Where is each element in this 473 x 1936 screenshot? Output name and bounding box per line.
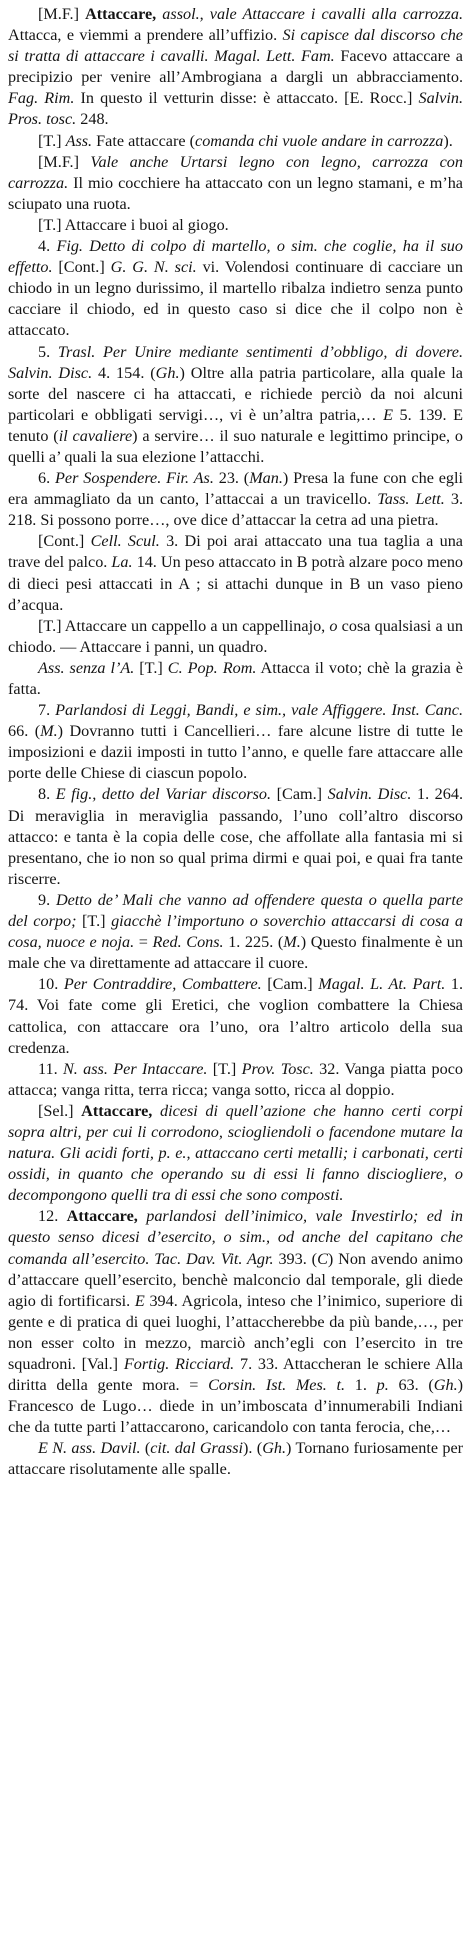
entry-text-run: ) Presa la fune con che egli era ammagliato da un canto, l’attaccai a un travicello. bbox=[8, 469, 464, 509]
entry-text-run: ) a servire… il suo naturale e legittimo principe, o quelli a’ quali la sua elezione l’attacchi. bbox=[8, 426, 463, 466]
entry-text-run: Attacca, e viemmi a prendere all’uffizio. bbox=[8, 26, 283, 45]
entry-text-run: M. bbox=[40, 722, 58, 741]
entry-sel bbox=[8, 1101, 463, 1206]
entry-text-run: 12. bbox=[38, 1207, 67, 1226]
entry-text-run: ) Oltre alla patria particolare, alla quale la sorte del nascere ci ha attaccati, e richiede perciò da noi alcuni particolari e obbligati servigi…, vi è un’altra patria,… bbox=[8, 363, 463, 424]
entry-text-run: ) Tornano furiosamente per attaccare risolutamente alle spalle. bbox=[8, 1439, 464, 1479]
entry-s7 bbox=[8, 700, 463, 784]
entry-text-run: 3. Di poi arai attaccato una tua taglia a una trave del palco. bbox=[8, 532, 463, 572]
entry-text-run: Facevo attaccare a precipizio per venire all’Ambrogiana a dargli un abbracciamento. bbox=[8, 47, 463, 87]
entry-text-run: parlandosi dell’inimico, vale Investirlo; ed in questo senso dicesi d’esercito, o sim., od anche del capitano che comanda all’esercito. Tac. Dav. Vit. Agr. bbox=[8, 1207, 464, 1268]
entry-text-run: Cell. Scul. bbox=[90, 532, 160, 551]
entry-text-run: C. Pop. Rom. bbox=[167, 658, 257, 677]
entry-t-1 bbox=[8, 131, 463, 152]
entry-text-run: 5. 139. E tenuto ( bbox=[8, 405, 463, 445]
entry-text-run: M. bbox=[283, 933, 301, 952]
entry-text-run: Prov. Tosc. bbox=[241, 1059, 314, 1078]
entry-text-run: ). ( bbox=[243, 1439, 263, 1458]
entry-text-run: [T.] bbox=[134, 658, 168, 677]
entry-text-run: ) Francesco de Lugo… diede in un’imboscata d’innumerabili Indiani che da tutte parti l’attaccarono, caricandolo con tanta ferocia, che,… bbox=[8, 1376, 464, 1437]
entry-text-run: Ass. bbox=[65, 131, 93, 150]
entry-text-run: La. bbox=[111, 553, 133, 572]
entry-text-run: [T.] bbox=[207, 1059, 242, 1078]
entry-text-run: assol., vale Attaccare i cavalli alla carrozza. bbox=[162, 5, 463, 23]
entry-text-run: 3. 218. Si possono porre…, ove dice d’attaccar la cetra ad una pietra. bbox=[8, 490, 463, 530]
entry-text-run: [T.] Attaccare un cappello a un cappellinajo, bbox=[38, 616, 330, 635]
entry-text-run: 7. bbox=[38, 701, 56, 720]
entry-text-run: Detto de’ Mali che vanno ad offendere questa o quella parte del corpo; bbox=[8, 890, 463, 931]
entry-text-run: 6. bbox=[38, 469, 55, 488]
entry-text-run: comanda chi vuole andare in carrozza bbox=[195, 131, 444, 150]
entry-text-run: 11. bbox=[38, 1059, 63, 1078]
entry-text-run: Fate attaccare ( bbox=[92, 131, 196, 150]
entry-text-run: Attaccare, bbox=[66, 1207, 147, 1226]
entry-text-run: vi. Volendosi continuare di cacciare un chiodo in un legno durissimo, il martello ribalza indietro senza punto cacciare il chiodo, ed in questo caso si dice che il colpo non è attaccato. bbox=[8, 258, 463, 340]
entry-text-run: [Cam.] bbox=[261, 975, 319, 994]
entry-mf-1 bbox=[8, 4, 463, 131]
entry-text-run: 248. bbox=[76, 110, 109, 129]
entry-text-run: Tass. Lett. bbox=[377, 490, 445, 509]
entry-text-run: Man. bbox=[249, 469, 283, 488]
entry-text-run: ) Questo finalmente è un male che va direttamente ad attaccare il cuore. bbox=[8, 933, 463, 973]
entry-text-run: Fig. Detto di colpo di martello, o sim. che coglie, ha il suo effetto. bbox=[8, 237, 463, 277]
entry-text-run: Attacca il voto; chè la grazia è fatta. bbox=[8, 658, 463, 698]
entry-text-run: N. ass. Per Intaccare. bbox=[62, 1059, 208, 1078]
entry-text-run: o bbox=[329, 616, 338, 635]
entry-text-run: Attaccare, bbox=[81, 1101, 160, 1120]
entry-text-run: Il mio cocchiere ha attaccato con un legno stamani, e m’ha sciupato una ruota. bbox=[8, 173, 463, 213]
entry-text-run: ) Non avendo animo d’attaccare quell’esercito, benchè malconcio dal temporale, gli diede agio di fortificarsi. bbox=[8, 1249, 464, 1310]
entry-text-run: G. G. N. sci. bbox=[110, 258, 197, 277]
entry-s5 bbox=[8, 342, 463, 469]
entry-text-run: [Cont.] bbox=[38, 532, 91, 551]
entry-t-2 bbox=[8, 215, 463, 236]
entry-text-run: ( bbox=[140, 1439, 151, 1458]
entry-s9 bbox=[8, 890, 463, 974]
entry-text-run: cit. dal Grassi bbox=[150, 1439, 244, 1458]
entry-text-run: Parlandosi di Leggi, Bandi, e sim., vale Affiggere. Inst. Canc. bbox=[55, 701, 464, 720]
entry-text-run: E fig., detto del Variar discorso. bbox=[55, 785, 272, 804]
entry-text-run: E N. ass. Davil. bbox=[38, 1439, 141, 1458]
entry-text-run: Attaccare, bbox=[85, 5, 163, 23]
entry-text-run: [T.] bbox=[76, 912, 112, 931]
entry-s6 bbox=[8, 468, 463, 531]
entry-text-run: 1. bbox=[345, 1376, 377, 1395]
entry-s12 bbox=[8, 1206, 463, 1438]
entry-text-run: E bbox=[383, 405, 393, 424]
entry-text-run: Gh. bbox=[262, 1439, 287, 1458]
entry-text-run: Gh. bbox=[433, 1376, 458, 1395]
entry-text-run: p. bbox=[376, 1376, 389, 1395]
entry-text-run: Red. Cons. bbox=[152, 933, 224, 952]
entry-text-run: 66. ( bbox=[8, 722, 41, 741]
entry-text-run: E bbox=[134, 1291, 145, 1310]
entry-cont-1 bbox=[8, 531, 463, 615]
entry-text-run: 32. Vanga piatta poco attacca; vanga ritta, terra ricca; vanga sotto, ricca al doppio. bbox=[8, 1059, 464, 1099]
entry-text-run: Si capisce dal discorso che si tratta di attaccare i cavalli. Magal. Lett. Fam. bbox=[8, 26, 463, 66]
entry-text-run: ) Dovranno tutti i Cancellieri… fare alcune listre di tutte le imposizioni e dazii imposti in tutto l’anno, e quelle fare attaccare alle porte delle Chiese di ciascun popolo. bbox=[8, 722, 463, 783]
entry-text-run: 8. bbox=[38, 785, 56, 804]
entry-s10 bbox=[8, 974, 463, 1058]
entry-text-run: Fag. Rim. bbox=[8, 89, 75, 108]
entry-text-run: Fortig. Ricciard. bbox=[123, 1355, 235, 1373]
entry-text-run: [Sel.] bbox=[38, 1101, 82, 1120]
entry-text-run: C bbox=[317, 1249, 328, 1268]
entry-text-run: [M.F.] bbox=[38, 152, 91, 171]
entry-text-run: 5. bbox=[38, 342, 58, 361]
entry-enass bbox=[8, 1438, 463, 1480]
entry-text-run: 10. bbox=[38, 975, 64, 994]
entry-ass bbox=[8, 658, 463, 700]
entry-text-run: cosa qualsiasi a un chiodo. — Attaccare i panni, un quadro. bbox=[8, 616, 463, 656]
entry-text-run: 14. Un peso attaccato in B potrà alzare poco meno di dieci pesi attaccati in A ; si attachi dunque in B un vaso pieno d’acqua. bbox=[8, 553, 464, 614]
entry-text-run: Salvin. Disc. bbox=[327, 785, 412, 804]
entry-text-run: Magal. L. At. Part. bbox=[318, 975, 446, 994]
entry-text-run: Per Sospendere. Fir. As. bbox=[55, 469, 214, 488]
entry-s11 bbox=[8, 1059, 463, 1101]
entry-text-run: [T.] Attaccare i buoi al giogo. bbox=[38, 215, 229, 234]
entry-t-3 bbox=[8, 616, 463, 658]
entry-text-run: = bbox=[134, 933, 153, 952]
entry-text-run: il cavaliere bbox=[58, 426, 133, 445]
entry-text-run: Salvin. Pros. tosc. bbox=[8, 89, 463, 129]
entry-text-run: 1. 264. Di meraviglia in meraviglia passando, l’uno coll’altro discorso attacco: e tanta è la copia delle cose, che affollate alla fantasia mi si presentano, che io non so qual prima dirmi e quai poi, e quai fra tante riscerre. bbox=[8, 785, 464, 888]
entry-text-run: 4. bbox=[38, 237, 57, 256]
entry-text-run: [T.] bbox=[38, 131, 66, 150]
entry-text-run: Per Contraddire, Combattere. bbox=[63, 975, 262, 994]
entry-text-run: Trasl. Per Unire mediante sentimenti d’obbligo, di dovere. Salvin. Disc. bbox=[8, 342, 464, 382]
entry-text-run: 1. 225. ( bbox=[223, 933, 284, 952]
entry-text-run: In questo il vetturin disse: è attaccato. [E. Rocc.] bbox=[74, 89, 419, 108]
entry-s4 bbox=[8, 236, 463, 341]
entry-text-run: Ass. senza l’A. bbox=[38, 658, 135, 677]
entry-text-run: [M.F.] bbox=[38, 5, 86, 23]
entry-text-run: [Cont.] bbox=[52, 258, 111, 277]
entry-text-run: 9. bbox=[38, 890, 56, 909]
entry-text-run: [Cam.] bbox=[271, 785, 328, 804]
entry-text-run: giacchè l’importuno o soverchio attaccarsi di cosa a cosa, nuoce e noja. bbox=[8, 912, 464, 952]
entry-text-run: Vale anche Urtarsi legno con legno, carrozza con carrozza. bbox=[8, 152, 463, 192]
entry-text-run: dicesi di quell’azione che hanno certi corpi sopra altri, per cui li corrodono, sciogliendoli o facendone mutare la natura. Gli acidi forti, p. e., attaccano certi metalli; i carbonati, certi ossidi, in quanto che operando su di essi li fanno disciogliere, o decompongono quelli tra di essi che sono composti. bbox=[8, 1101, 464, 1205]
entry-text-run: 4. 154. ( bbox=[92, 363, 156, 382]
entry-text-run: 23. ( bbox=[213, 469, 250, 488]
entry-text-run: 393. ( bbox=[273, 1249, 318, 1268]
entry-s8 bbox=[8, 784, 463, 889]
entry-text-run: Corsin. Ist. Mes. t. bbox=[208, 1376, 346, 1395]
entry-text-run: 394. Agricola, inteso che l’inimico, superiore di gente e di pratica di quei luoghi, l’attaccherebbe da più bande,…, per non esser colto in mezzo, marciò anch’egli con l’esercito in tre squadroni. [Val.] bbox=[8, 1291, 463, 1373]
entry-text-run: 7. 33. Attaccheran le schiere Alla diritta della gente mora. = bbox=[8, 1355, 463, 1395]
entry-text-run: ). bbox=[443, 131, 453, 150]
entry-mf-2 bbox=[8, 152, 463, 215]
entry-text-run: 1. 74. Voi fate come gli Eretici, che voglion combattere la Chiesa cattolica, con attaccare ora l’uno, ora l’altro articolo della sua credenza. bbox=[8, 975, 464, 1057]
entry-text-run: 63. ( bbox=[388, 1376, 434, 1395]
entry-text-run: Gh. bbox=[155, 363, 180, 382]
